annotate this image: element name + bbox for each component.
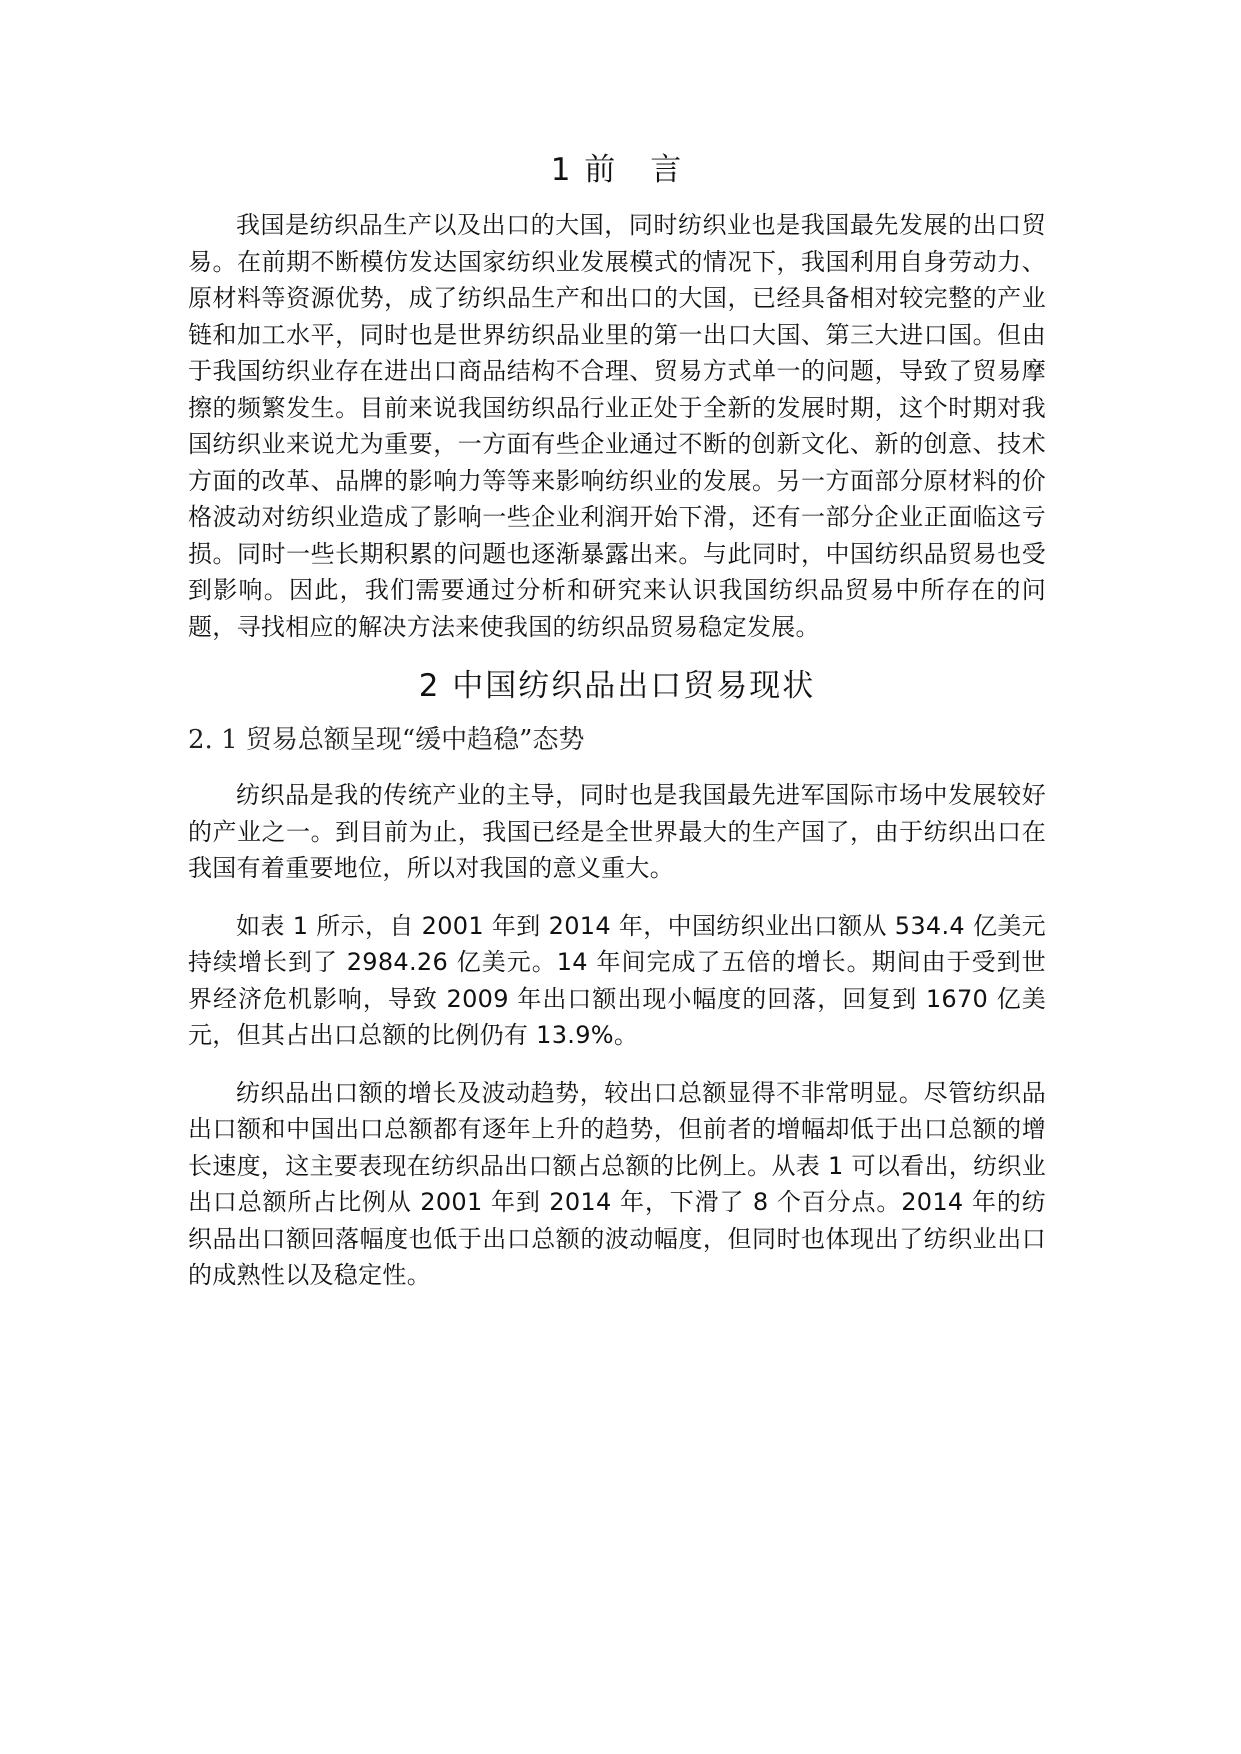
- subsection-title-trade-total: 2. 1 贸易总额呈现“缓中趋稳”态势: [188, 725, 585, 755]
- status-paragraph-3: 纺织品出口额的增长及波动趋势，较出口总额显得不非常明显。尽管纺织品出口额和中国出口总额都有逐年上升的趋势，但前者的增幅却低于出口总额的增长速度，这主要表现在纺织品出口额占总额的比例上。从表 1 可以看出，纺织业出口总额所占比例从 2001 年到 2014 年，下滑了 8 个百分点。2014 年的纺织品出口额回落幅度也低于出口总额的波动幅度，但同时也体现出了纺织业出口的成熟性以及稳定性。: [188, 1078, 1046, 1289]
- preface-paragraph: 我国是纺织品生产以及出口的大国，同时纺织业也是我国最先发展的出口贸易。在前期不断模仿发达国家纺织业发展模式的情况下，我国利用自身劳动力、原材料等资源优势，成了纺织品生产和出口的大国，已经具备相对较完整的产业链和加工水平，同时也是世界纺织品业里的第一出口大国、第三大进口国。但由于我国纺织业存在进出口商品结构不合理、贸易方式单一的问题，导致了贸易摩擦的频繁发生。目前来说我国纺织品行业正处于全新的发展时期，这个时期对我国纺织业来说尤为重要，一方面有些企业通过不断的创新文化、新的创意、技术方面的改革、品牌的影响力等等来影响纺织业的发展。另一方面部分原材料的价格波动对纺织业造成了影响一些企业利润开始下滑，还有一部分企业正面临这亏损。同时一些长期积累的问题也逐渐暴露出来。与此同时，中国纺织品贸易也受到影响。因此，我们需要通过分析和研究来认识我国纺织品贸易中所存在的问题，寻找相应的解决方法来使我国的纺织品贸易稳定发展。: [188, 211, 1046, 641]
- status-paragraph-1: 纺织品是我的传统产业的主导，同时也是我国最先进军国际市场中发展较好的产业之一。到目前为止，我国已经是全世界最大的生产国了，由于纺织出口在我国有着重要地位，所以对我国的意义重大。: [188, 781, 1046, 882]
- status-paragraph-2: 如表 1 所示，自 2001 年到 2014 年，中国纺织业出口额从 534.4 亿美元持续增长到了 2984.26 亿美元。14 年间完成了五倍的增长。期间由于受到世界经济危机影响，导致 2009 年出口额出现小幅度的回落，回复到 1670 亿美元，但其占出口总额的比例仍有 13.9%。: [188, 911, 1046, 1049]
- section-title-export-status: 2 中国纺织品出口贸易现状: [418, 668, 816, 704]
- document-body: [188, 147, 1046, 1294]
- section-title-preface: 1 前 言: [550, 152, 684, 188]
